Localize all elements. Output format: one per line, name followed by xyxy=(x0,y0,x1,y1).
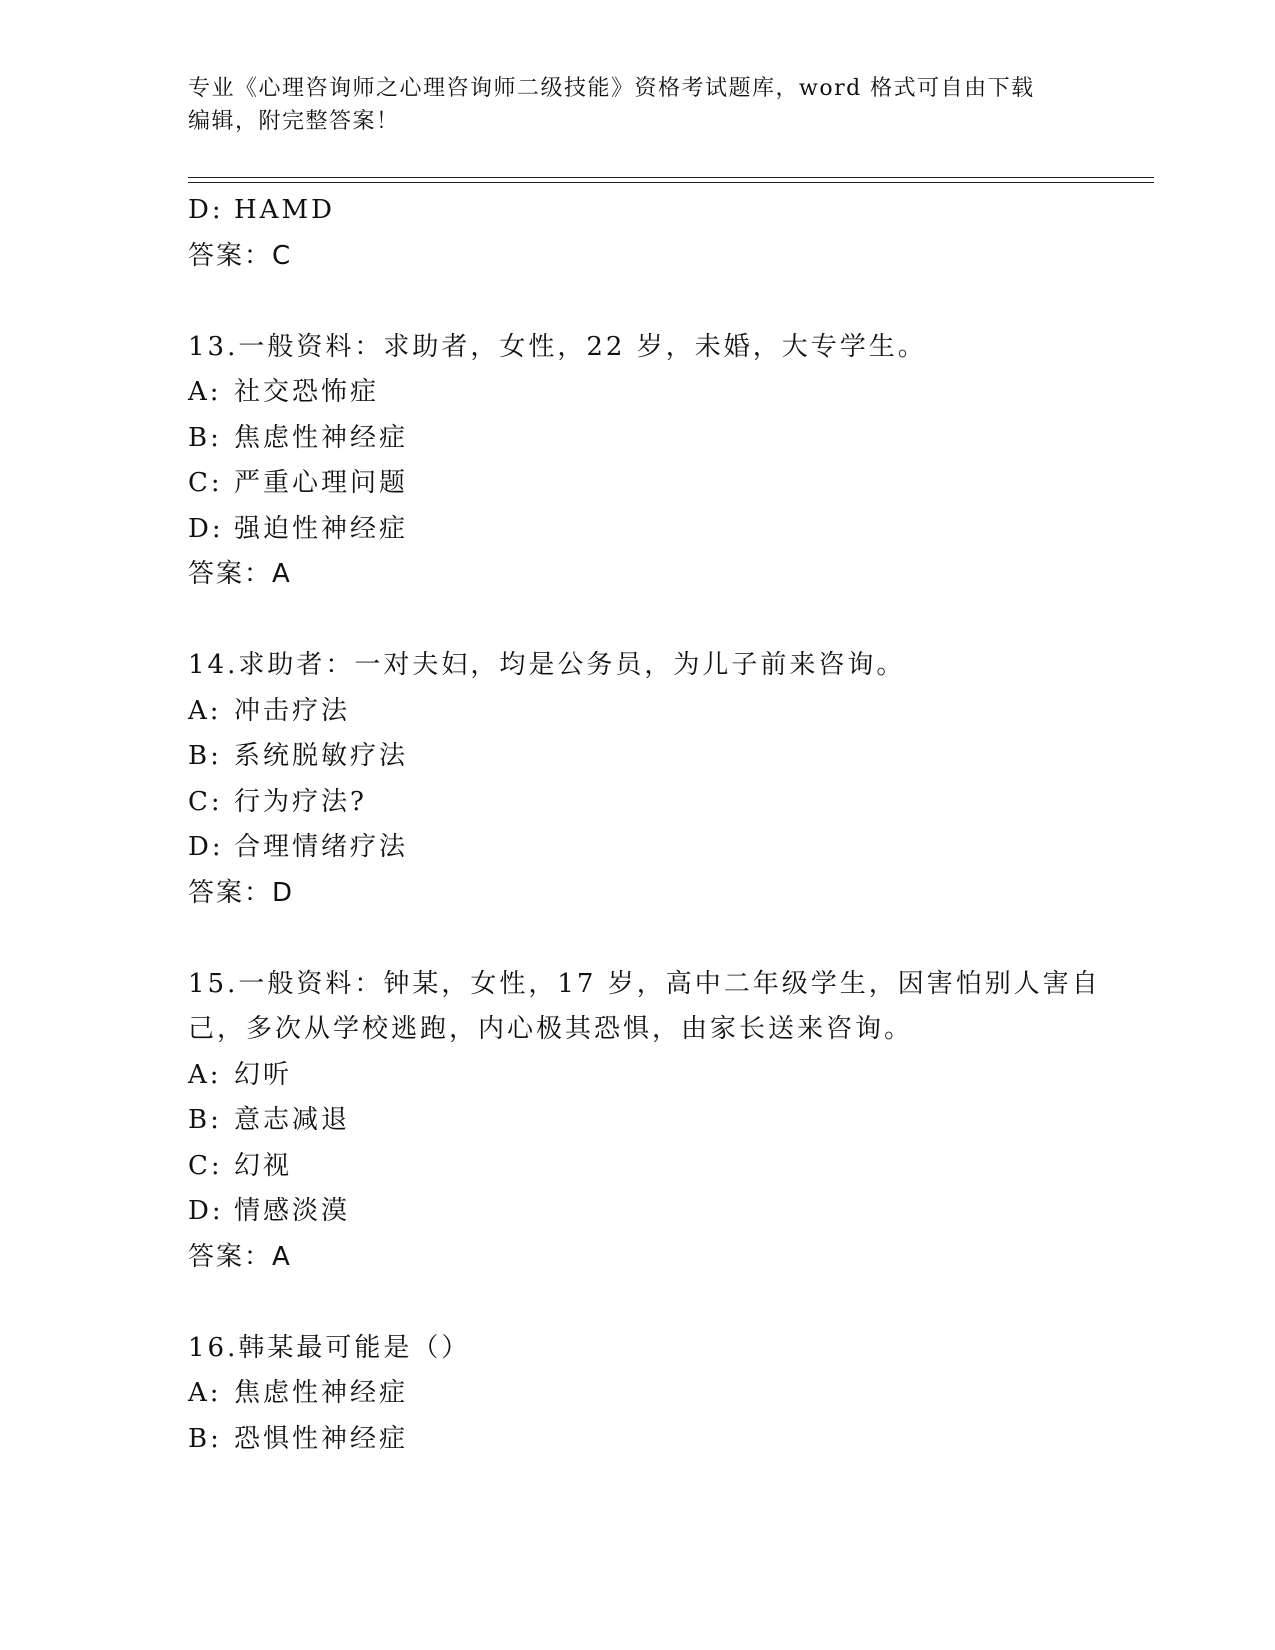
question-stem: 14.求助者：一对夫妇，均是公务员，为儿子前来咨询。 xyxy=(188,650,906,680)
option-text: 幻视 xyxy=(234,1150,293,1181)
header-line-2: 编辑，附完整答案！ xyxy=(188,109,400,134)
option-key: B: xyxy=(188,1423,222,1454)
option-text: 意志减退 xyxy=(234,1105,351,1135)
header-divider-bottom xyxy=(188,182,1154,183)
spacer xyxy=(188,598,1088,644)
document-header xyxy=(188,72,1068,138)
header-line-1: 专业《心理咨询师之心理咨询师二级技能》资格考试题库，word 格式可自由下载 xyxy=(188,76,1035,101)
question-stem: 16.韩某最可能是（） xyxy=(188,1332,471,1363)
option-key: C: xyxy=(188,1150,223,1181)
option-text: 严重心理问题 xyxy=(234,468,409,498)
option-b xyxy=(188,1417,1088,1463)
option-text: 行为疗法? xyxy=(234,786,367,817)
option-key: A: xyxy=(188,377,222,407)
option-b xyxy=(188,1098,1088,1144)
option-text: 系统脱敏疗法 xyxy=(234,741,409,771)
option-d xyxy=(188,507,1088,553)
option-key: D: xyxy=(188,195,224,225)
option-key: C: xyxy=(188,468,223,498)
option-a xyxy=(188,689,1088,735)
option-key: B: xyxy=(188,741,222,771)
option-text: 焦虑性神经症 xyxy=(234,1378,409,1408)
option-a xyxy=(188,370,1088,416)
answer-line: 答案：A xyxy=(188,559,292,589)
option-key: A: xyxy=(188,1059,222,1090)
question-stem: 15.一般资料：钟某，女性，17 岁，高中二年级学生，因害怕别人害自 xyxy=(188,968,1101,999)
option-d xyxy=(188,1189,1088,1235)
option-d xyxy=(188,825,1088,871)
option-b xyxy=(188,416,1088,462)
option-c xyxy=(188,780,1088,826)
answer-line: 答案：D xyxy=(188,877,295,908)
question-list xyxy=(188,188,1101,1462)
spacer xyxy=(188,1280,1088,1326)
option-key: D: xyxy=(188,1196,224,1226)
option-c xyxy=(188,1144,1088,1190)
option-text: 焦虑性神经症 xyxy=(234,422,409,453)
answer-line: 答案：A xyxy=(188,1241,292,1272)
question-stem-continued: 己，多次从学校逃跑，内心极其恐惧，由家长送来咨询。 xyxy=(188,1014,914,1044)
option-text: 合理情绪疗法 xyxy=(234,832,409,862)
option-key: D: xyxy=(188,832,224,862)
option-key: B: xyxy=(188,1105,222,1135)
option-text: HAMD xyxy=(234,195,335,225)
option-text: 冲击疗法 xyxy=(234,695,351,726)
option-text: 幻听 xyxy=(234,1059,293,1090)
question-stem: 13.一般资料：求助者，女性，22 岁，未婚，大专学生。 xyxy=(188,331,927,362)
option-text: 情感淡漠 xyxy=(234,1196,351,1226)
option-text: 社交恐怖症 xyxy=(234,377,380,407)
answer-line: 答案：C xyxy=(188,240,293,271)
option-text: 强迫性神经症 xyxy=(234,513,409,544)
option-a xyxy=(188,1053,1088,1099)
option-key: C: xyxy=(188,786,223,817)
option-key: D: xyxy=(188,513,224,544)
header-divider-top xyxy=(188,177,1154,178)
option-key: B: xyxy=(188,422,222,453)
option-text: 恐惧性神经症 xyxy=(234,1423,409,1454)
option-key: A: xyxy=(188,695,222,726)
spacer xyxy=(188,916,1088,962)
option-d xyxy=(188,188,1088,234)
option-key: A: xyxy=(188,1378,222,1408)
option-a xyxy=(188,1371,1088,1417)
option-c xyxy=(188,461,1088,507)
spacer xyxy=(188,279,1088,325)
option-b xyxy=(188,734,1088,780)
